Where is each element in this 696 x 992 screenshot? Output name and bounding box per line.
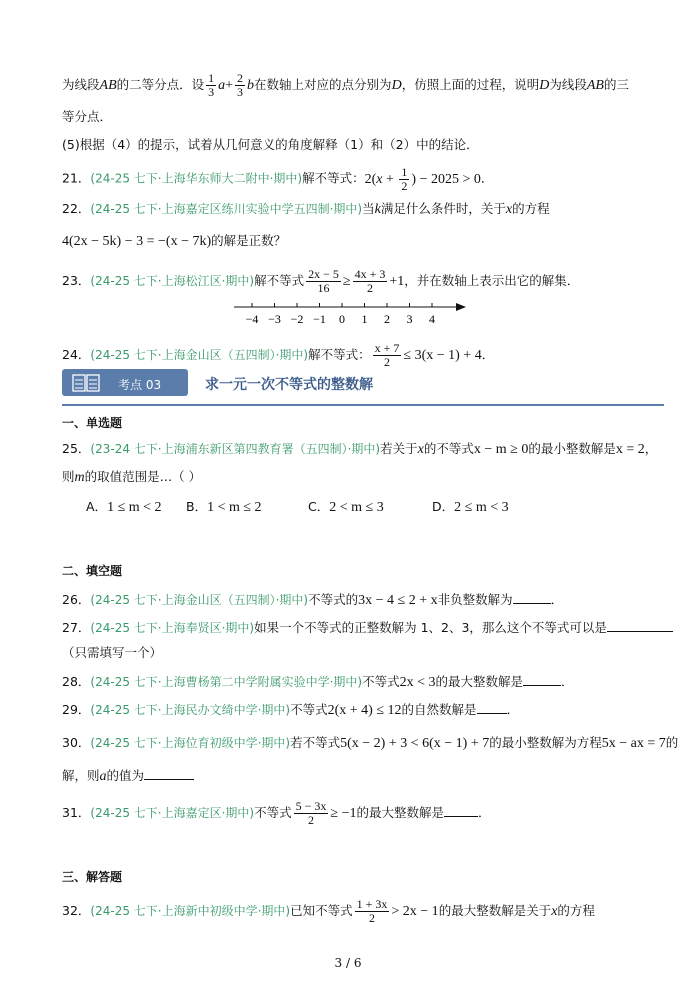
- question-31: 31．(24-25 七下·上海嘉定区·期中)不等式 $\frac{5 - 3x}{2}$ ≥ −1的最大整数解是 ．: [62, 799, 491, 827]
- question-26: 26．(24-25 七下·上海金山区（五四制）·期中)不等式的3x − 4 ≤ 2 + x非负整数解为 ．: [62, 592, 564, 608]
- answer-blank[interactable]: [607, 618, 673, 632]
- section-divider: [62, 404, 664, 406]
- section-label: 考点 03: [118, 378, 162, 392]
- number-line-label: −1: [313, 312, 326, 326]
- question-source: (24-25 七下·上海嘉定区练川实验中学五四制·期中): [90, 202, 363, 216]
- answer-blank[interactable]: [144, 766, 194, 780]
- question-source: (24-25 七下·上海金山区（五四制）·期中): [90, 348, 309, 362]
- p20-line2: 等分点．: [62, 109, 113, 124]
- p20-part5: (5)根据（4）的提示，试着从几何意义的角度解释（1）和（2）中的结论．: [62, 137, 479, 152]
- p20-line1: 为线段AB的二等分点．设 $\frac{1}{3}$ a+ $\frac{2}{3}$ b在数轴上对应的点分别为D，仿照上面的过程，说明D为线段AB的三: [62, 71, 629, 99]
- question-25: 25．(23-24 七下·上海浦东新区第四教育署（五四制）·期中)若关于x的不等式x − m ≥ 0的最小整数解是x = 2，: [62, 441, 658, 457]
- number-line: [230, 298, 470, 328]
- question-30: 30．(24-25 七下·上海位育初级中学·期中)若不等式5(x − 2) + 3 < 6(x − 1) + 7的最小整数解为方程5x − ax = 7的: [62, 735, 679, 751]
- question-28: 28．(24-25 七下·上海曹杨第二中学附属实验中学·期中)不等式2x < 3的最大整数解是 ．: [62, 674, 574, 690]
- question-29: 29．(24-25 七下·上海民办文绮中学·期中)不等式2(x + 4) ≤ 12的自然数解是 ．: [62, 702, 520, 718]
- math-equation: 4(2x − 5k) − 3 = −(x − 7k): [62, 234, 212, 249]
- question-source: (24-25 七下·上海位育初级中学·期中): [90, 736, 291, 750]
- math-AB: AB: [99, 78, 117, 93]
- answer-blank[interactable]: [444, 803, 478, 817]
- frac-2-3: $\frac{2}{3}$: [237, 71, 244, 99]
- number-line-label: 0: [339, 312, 345, 326]
- section-heading-answer: 三、解答题: [62, 870, 123, 884]
- answer-blank[interactable]: [523, 672, 561, 686]
- question-source: (24-25 七下·上海新中初级中学·期中): [90, 904, 291, 918]
- question-source: (24-25 七下·上海曹杨第二中学附属实验中学·期中): [90, 675, 363, 689]
- option-d[interactable]: D．2 ≤ m < 3: [432, 499, 509, 515]
- option-a[interactable]: A．1 ≤ m < 2: [86, 499, 162, 515]
- question-source: (24-25 七下·上海嘉定区·期中): [90, 806, 255, 820]
- section-title: 求一元一次不等式的整数解: [205, 377, 373, 393]
- number-line-label: 4: [429, 312, 435, 326]
- question-source: (24-25 七下·上海松江区·期中): [90, 274, 255, 288]
- question-24: 24．(24-25 七下·上海金山区（五四制）·期中)解不等式： $\frac{x + 7}{2}$ ≤ 3(x − 1) + 4．: [62, 341, 495, 369]
- question-source: (24-25 七下·上海华东师大二附中·期中): [90, 171, 303, 186]
- question-27-line2: （只需填写一个）: [62, 645, 163, 660]
- question-23: 23．(24-25 七下·上海松江区·期中)解不等式 $\frac{2x - 5}{16}$ ≥ $\frac{4x + 3}{2}$ +1，并在数轴上表示出它的解集．: [62, 267, 580, 295]
- question-source: (24-25 七下·上海奉贤区·期中): [90, 621, 255, 635]
- page-number: 3 / 6: [334, 956, 362, 970]
- question-25-line2: 则m的取值范围是…（ ）: [62, 469, 202, 485]
- section-heading-fill-blank: 二、填空题: [62, 564, 123, 578]
- section-heading-single-choice: 一、单选题: [62, 416, 123, 430]
- question-source: (23-24 七下·上海浦东新区第四教育署（五四制）·期中): [90, 442, 381, 456]
- number-line-label: −3: [268, 312, 281, 326]
- option-c[interactable]: C．2 < m ≤ 3: [308, 499, 384, 515]
- question-22-line2: 4(2x − 5k) − 3 = −(x − 7k)的解是正数？: [62, 233, 287, 249]
- question-source: (24-25 七下·上海民办文绮中学·期中): [90, 703, 291, 717]
- question-22: 22．(24-25 七下·上海嘉定区练川实验中学五四制·期中)当k满足什么条件时，关于x的方程: [62, 201, 550, 217]
- number-line-label: 2: [384, 312, 390, 326]
- question-21: 21．(24-25 七下·上海华东师大二附中·期中)解不等式：2(x + $\frac{1}{2}$ ) − 2025 > 0．: [62, 165, 494, 193]
- number-line-label: 1: [361, 312, 368, 326]
- question-30-line2: 解，则a的值为: [62, 766, 194, 786]
- question-32: 32．(24-25 七下·上海新中初级中学·期中)已知不等式 $\frac{1 + 3x}{2}$ > 2x − 1的最大整数解是关于x的方程: [62, 897, 595, 925]
- book-icon: [72, 373, 102, 393]
- answer-blank[interactable]: [477, 700, 507, 714]
- answer-blank[interactable]: [513, 590, 551, 604]
- question-source: (24-25 七下·上海金山区（五四制）·期中): [90, 593, 309, 607]
- frac-1-3: $\frac{1}{3}$: [208, 71, 215, 99]
- option-b[interactable]: B．1 < m ≤ 2: [186, 499, 262, 515]
- math-formula: 2(x + $\frac{1}{2}$ ) − 2025 > 0: [364, 165, 481, 193]
- number-line-label: −2: [290, 312, 304, 326]
- question-27: 27．(24-25 七下·上海奉贤区·期中)如果一个不等式的正整数解为 1、2、3，那么这个不等式可以是: [62, 618, 673, 637]
- number-line-label: 3: [406, 312, 413, 326]
- number-line-label: −4: [245, 312, 259, 326]
